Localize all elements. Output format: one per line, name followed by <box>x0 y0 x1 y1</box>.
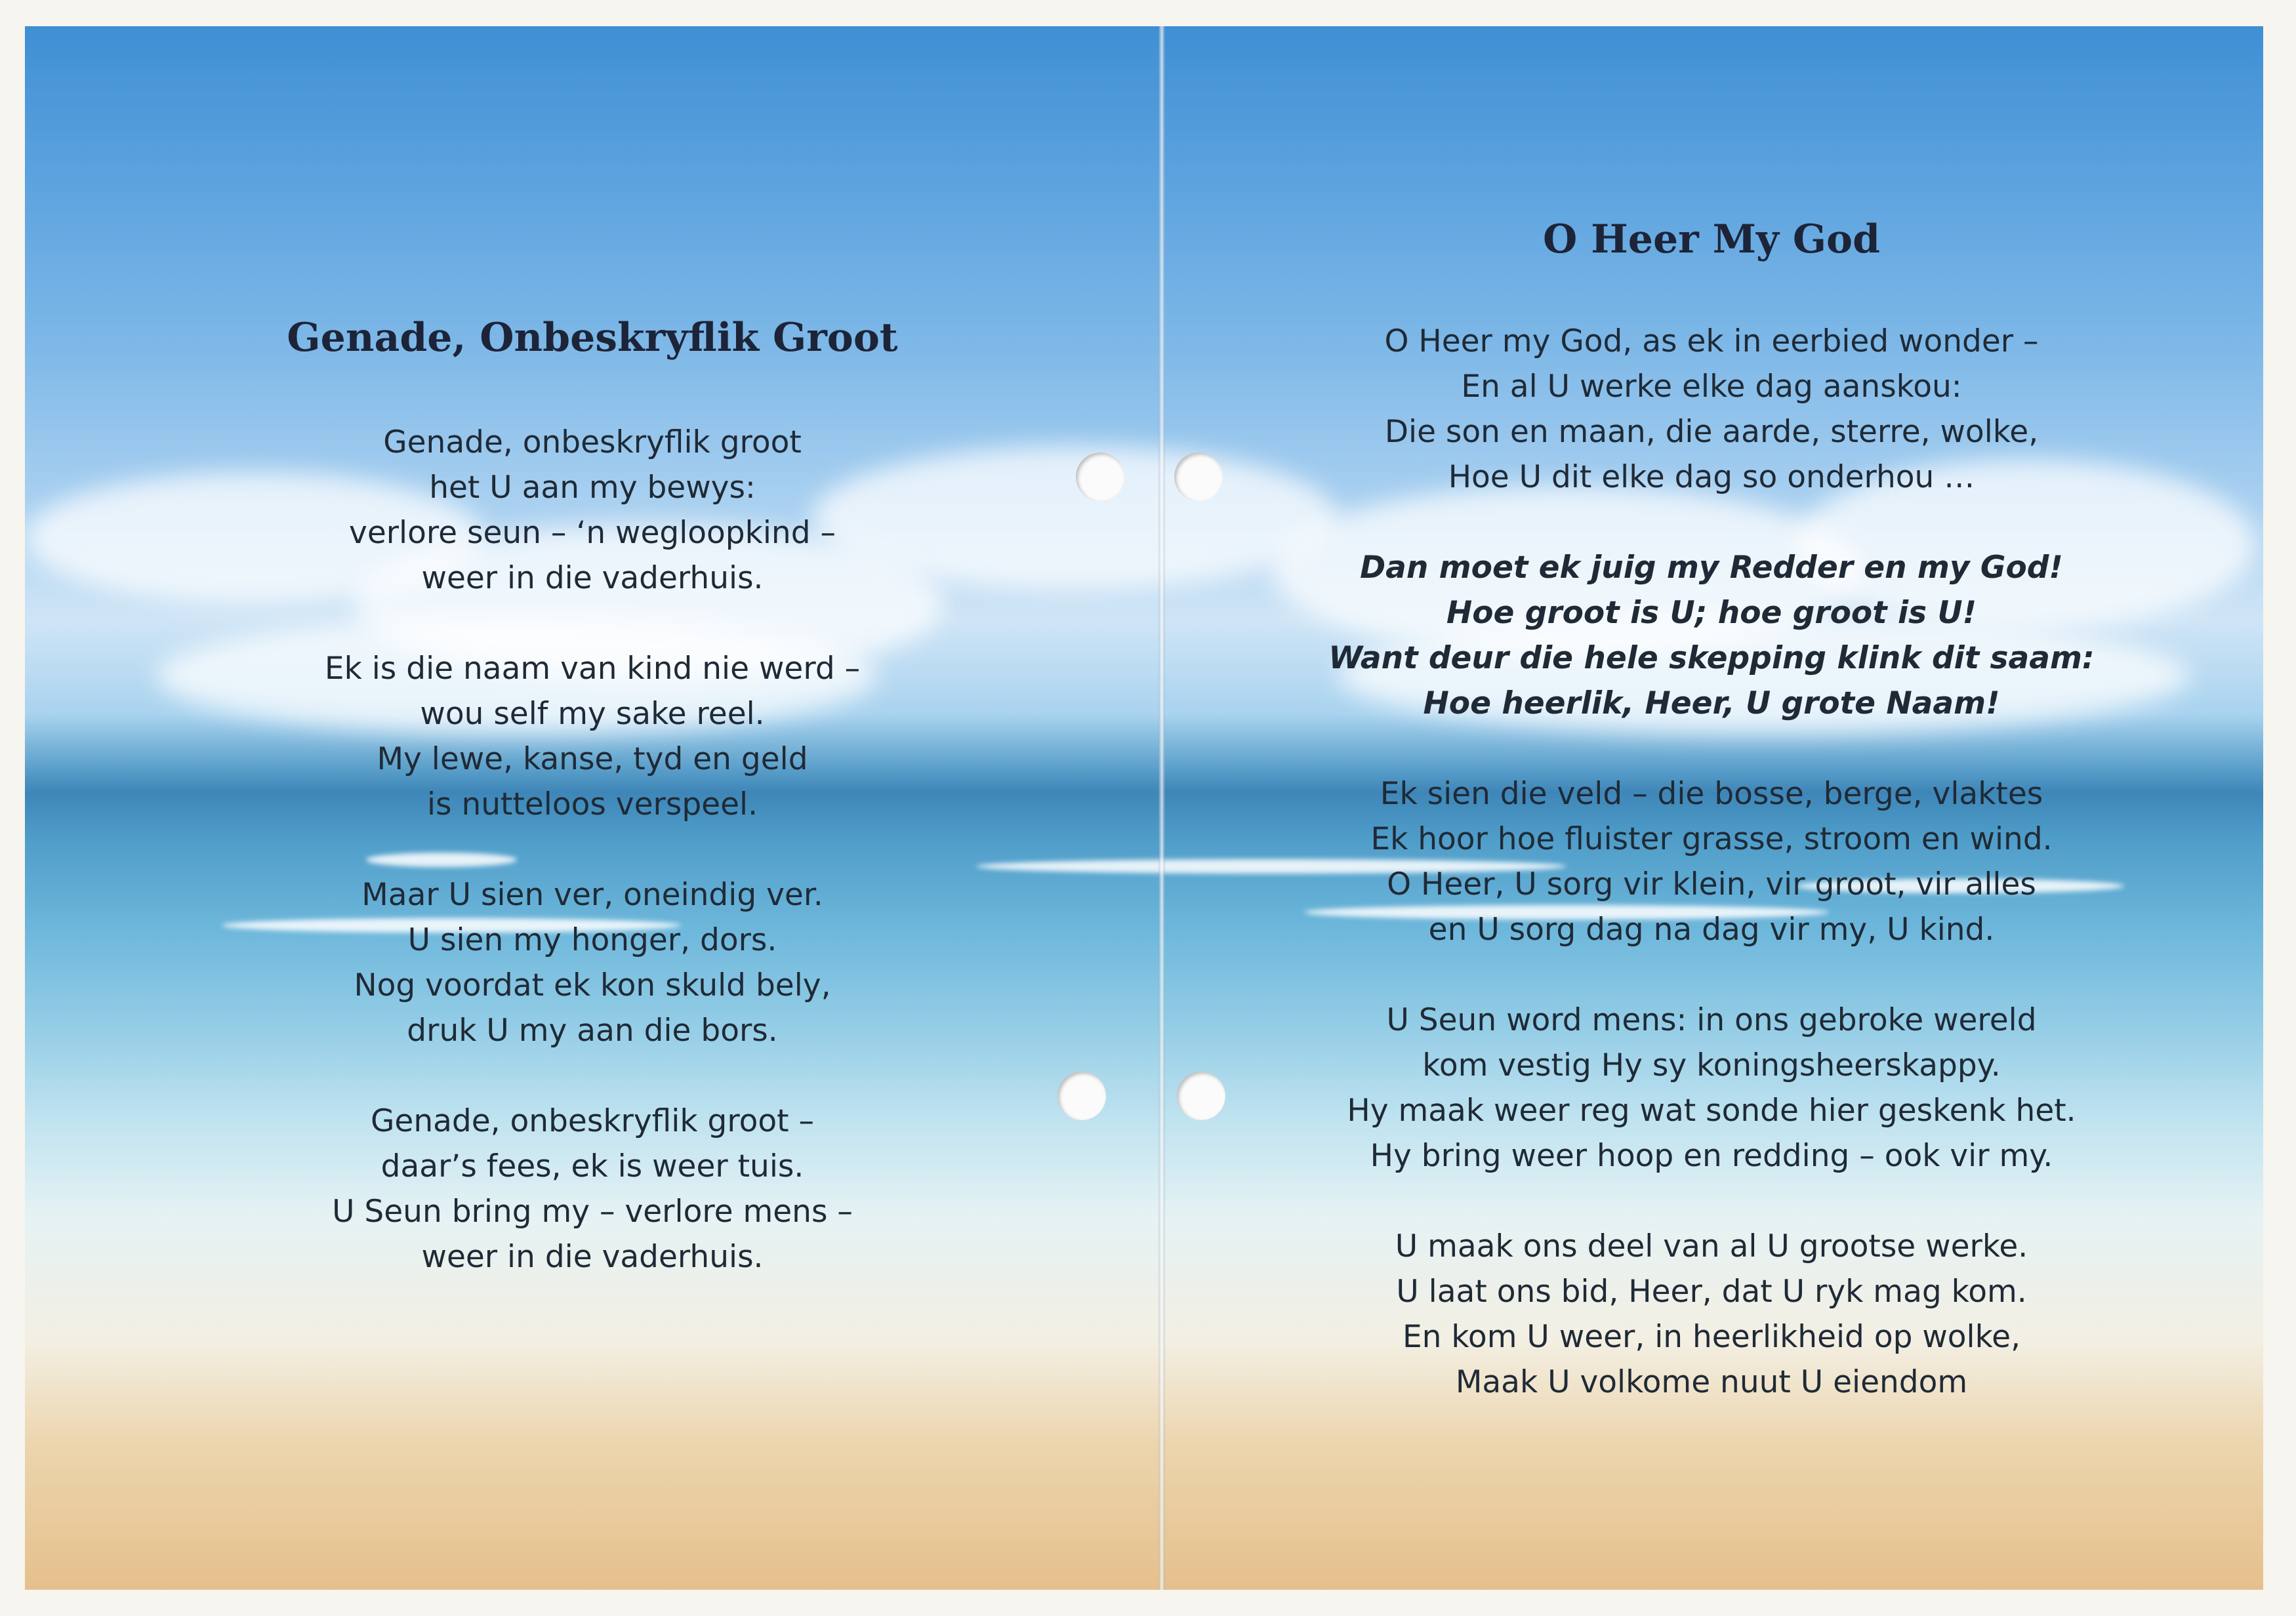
poem-line: Dan moet ek juig my Redder en my God! <box>1360 550 2063 586</box>
poem-line: Genade, onbeskryflik groot <box>383 424 802 460</box>
refrain-stanza <box>1160 545 2263 726</box>
stanza <box>1160 1224 2263 1405</box>
poem-line: Maar U sien ver, oneindig ver. <box>361 877 823 913</box>
poem-line: Ek sien die veld – die bosse, berge, vlaktes <box>1380 776 2043 812</box>
stanza <box>25 646 1160 827</box>
poem-line: U sien my honger, dors. <box>407 922 777 958</box>
poem-line: is nutteloos verspeel. <box>426 786 758 822</box>
left-poem-body <box>25 420 1160 1325</box>
poem-line: Maak U volkome nuut U eiendom <box>1455 1364 1968 1400</box>
poem-line: Hoe groot is U; hoe groot is U! <box>1446 595 1977 631</box>
poem-line: U laat ons bid, Heer, dat U ryk mag kom. <box>1396 1274 2027 1310</box>
poem-line: Nog voordat ek kon skuld bely, <box>354 967 831 1003</box>
poem-line: U Seun bring my – verlore mens – <box>332 1194 853 1230</box>
right-poem-title: O Heer My God <box>1542 216 1881 262</box>
poem-line: Ek is die naam van kind nie werd – <box>324 651 861 687</box>
stanza <box>25 872 1160 1053</box>
poem-line: Ek hoor hoe fluister grasse, stroom en wind. <box>1370 821 2053 857</box>
poem-line: weer in die vaderhuis. <box>421 1239 764 1275</box>
poem-line: Want deur die hele skepping klink dit saam: <box>1328 640 2095 676</box>
right-poem-body <box>1160 319 2263 1450</box>
poem-line: U Seun word mens: in ons gebroke wereld <box>1386 1002 2037 1038</box>
poem-line: Hy bring weer hoop en redding – ook vir my. <box>1370 1138 2053 1174</box>
poem-line: En kom U weer, in heerlikheid op wolke, <box>1402 1319 2021 1355</box>
poem-line: Genade, onbeskryflik groot – <box>370 1103 814 1139</box>
poem-line: verlore seun – ‘n wegloopkind – <box>349 515 836 551</box>
poem-line: O Heer my God, as ek in eerbied wonder – <box>1384 323 2039 359</box>
poem-line: het U aan my bewys: <box>429 470 756 506</box>
left-panel <box>25 26 1160 1590</box>
poem-line: My lewe, kanse, tyd en geld <box>377 741 808 777</box>
stanza <box>1160 319 2263 500</box>
poem-line: kom vestig Hy sy koningsheerskappy. <box>1422 1047 2001 1083</box>
poem-line: Hoe U dit elke dag so onderhou … <box>1448 459 1975 495</box>
memorial-card-spread <box>25 26 2263 1590</box>
stanza <box>25 420 1160 601</box>
left-poem-title: Genade, Onbeskryflik Groot <box>287 315 898 361</box>
poem-line: wou self my sake reel. <box>420 696 765 732</box>
stanza <box>1160 998 2263 1179</box>
poem-line: O Heer, U sorg vir klein, vir groot, vir alles <box>1387 866 2036 902</box>
poem-line: weer in die vaderhuis. <box>421 560 764 596</box>
stanza <box>1160 771 2263 952</box>
poem-line: Hy maak weer reg wat sonde hier geskenk het. <box>1347 1093 2076 1129</box>
poem-line: daar’s fees, ek is weer tuis. <box>380 1148 804 1184</box>
stanza <box>25 1099 1160 1280</box>
poem-line: U maak ons deel van al U grootse werke. <box>1395 1228 2028 1264</box>
poem-line: en U sorg dag na dag vir my, U kind. <box>1428 912 1995 948</box>
poem-line: En al U werke elke dag aanskou: <box>1461 369 1962 405</box>
poem-line: Hoe heerlik, Heer, U grote Naam! <box>1423 685 2000 721</box>
poem-line: Die son en maan, die aarde, sterre, wolke, <box>1384 414 2039 450</box>
right-panel <box>1160 26 2263 1590</box>
poem-line: druk U my aan die bors. <box>407 1013 778 1049</box>
